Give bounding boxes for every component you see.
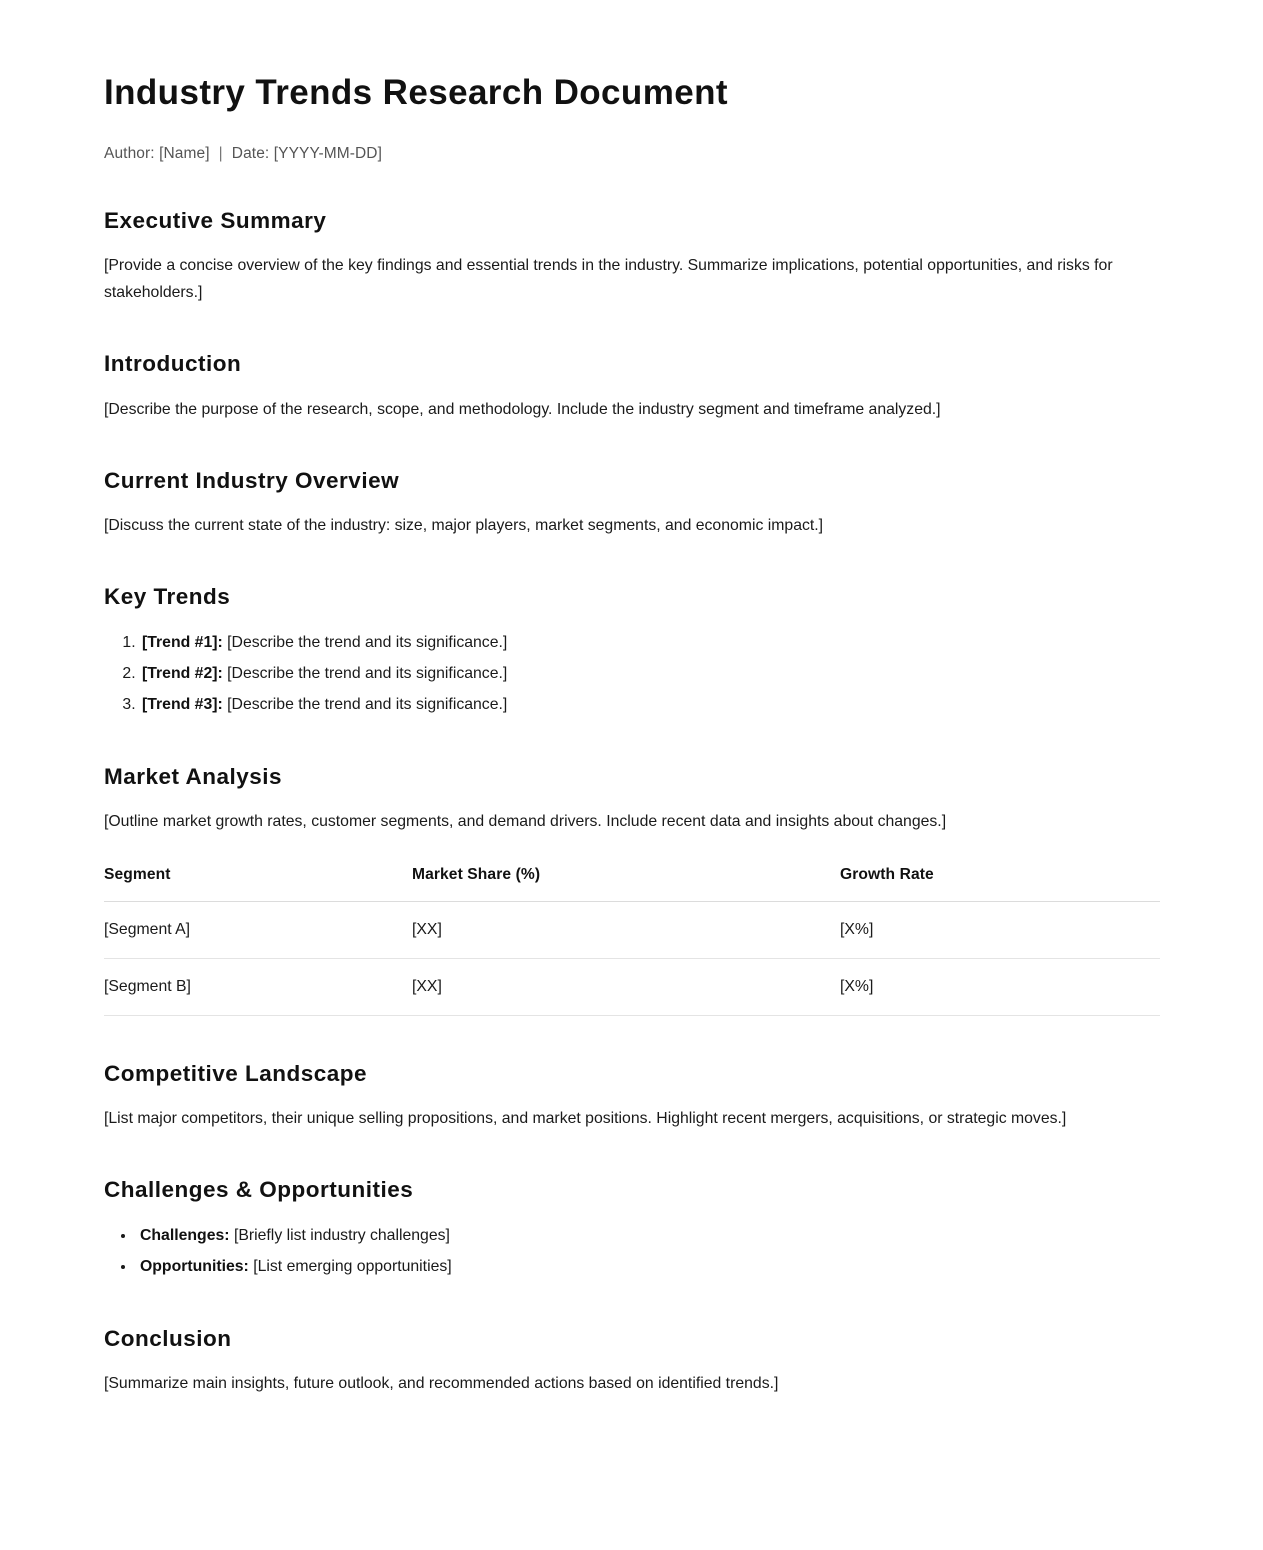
- challenges-label: Challenges:: [140, 1227, 230, 1245]
- body-conclusion: [Summarize main insights, future outlook, and recommended actions based on identified trends.]: [104, 1374, 779, 1392]
- cell-market-share: [XX]: [412, 901, 840, 958]
- list-item: [136, 1253, 1159, 1280]
- cell-growth-rate: [X%]: [840, 901, 1160, 958]
- trend-label: [Trend #1]:: [142, 634, 223, 652]
- trend-label: [Trend #2]:: [142, 665, 223, 683]
- column-header-segment: Segment: [104, 866, 412, 902]
- table-body: [104, 901, 1160, 1015]
- table-header: [104, 866, 1160, 902]
- trend-text: [Describe the trend and its significance.]: [227, 696, 508, 714]
- heading-key-trends: Key Trends: [104, 584, 231, 609]
- list-item: [140, 660, 1159, 687]
- cell-segment: [Segment A]: [104, 901, 412, 958]
- body-introduction: [Describe the purpose of the research, scope, and methodology. Include the industry segment and timeframe analyzed.]: [104, 400, 941, 418]
- section-introduction: [104, 350, 1159, 422]
- list-item: [140, 691, 1159, 718]
- heading-executive-summary: Executive Summary: [104, 208, 327, 233]
- market-analysis-table: [104, 866, 1160, 1016]
- section-current-industry-overview: [104, 467, 1159, 539]
- challenges-opportunities-list: [104, 1222, 1159, 1280]
- author-label: Author: [Name]: [104, 145, 210, 162]
- section-key-trends: [104, 583, 1159, 719]
- heading-introduction: Introduction: [104, 351, 242, 377]
- opportunities-text: [List emerging opportunities]: [253, 1258, 452, 1276]
- section-market-analysis: [104, 763, 1159, 1016]
- date-label: Date: [YYYY-MM-DD]: [231, 145, 383, 162]
- key-trends-list: [104, 629, 1159, 718]
- cell-segment: [Segment B]: [104, 958, 412, 1015]
- heading-conclusion: Conclusion: [104, 1325, 232, 1351]
- challenges-text: [Briefly list industry challenges]: [233, 1227, 450, 1245]
- heading-market-analysis: Market Analysis: [104, 763, 282, 789]
- list-item: [136, 1222, 1159, 1249]
- list-item: [140, 629, 1159, 656]
- column-header-market-share: Market Share (%): [412, 866, 840, 902]
- heading-competitive-landscape: Competitive Landscape: [104, 1060, 368, 1086]
- body-market-analysis: [Outline market growth rates, customer segments, and demand drivers. Include recent data and insights about changes.]: [104, 812, 947, 830]
- body-current-industry-overview: [Discuss the current state of the industry: size, major players, market segments, and economic impact.]: [104, 516, 824, 534]
- table-row: [104, 901, 1160, 958]
- table-header-row: [104, 866, 1160, 902]
- heading-current-industry-overview: Current Industry Overview: [104, 467, 400, 493]
- meta-separator: |: [218, 145, 223, 162]
- trend-label: [Trend #3]:: [142, 696, 223, 714]
- section-challenges-opportunities: [104, 1176, 1159, 1280]
- heading-challenges-opportunities: Challenges & Opportunities: [104, 1177, 414, 1203]
- body-competitive-landscape: [List major competitors, their unique selling propositions, and market positions. Highlight recent mergers, acquisitions, or strategic moves.]: [104, 1110, 1067, 1127]
- opportunities-label: Opportunities:: [140, 1258, 249, 1276]
- page-title: Industry Trends Research Document: [104, 73, 728, 112]
- column-header-growth-rate: Growth Rate: [840, 866, 1160, 902]
- section-competitive-landscape: [104, 1060, 1159, 1132]
- cell-growth-rate: [X%]: [840, 958, 1160, 1015]
- table-row: [104, 958, 1160, 1015]
- cell-market-share: [XX]: [412, 958, 840, 1015]
- trend-text: [Describe the trend and its significance.]: [227, 634, 508, 652]
- trend-text: [Describe the trend and its significance.]: [227, 665, 508, 683]
- section-conclusion: [104, 1325, 1159, 1397]
- section-executive-summary: [104, 207, 1159, 306]
- body-executive-summary: [Provide a concise overview of the key findings and essential trends in the industry. Summarize implications, potential opportunities, and risks for stakeholders.]: [104, 257, 1113, 302]
- document-meta: [104, 145, 1159, 163]
